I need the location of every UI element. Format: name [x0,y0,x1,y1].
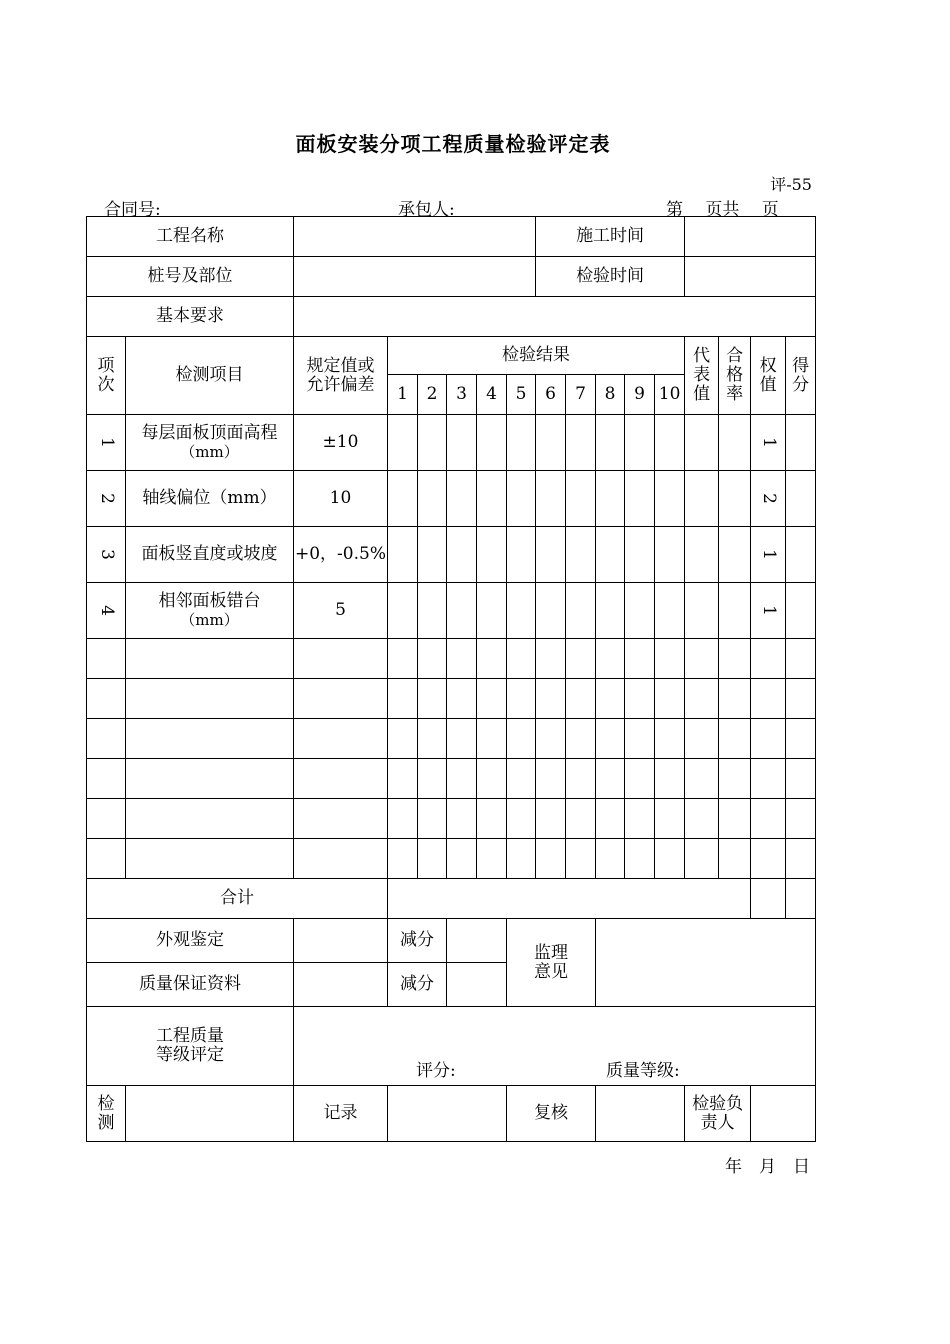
row-weight: 1 [758,605,779,616]
row-item: 面板竖直度或坡度 [126,527,294,583]
construction-time-field[interactable] [685,217,816,257]
empty-row [87,719,816,759]
leader-field[interactable] [751,1086,816,1142]
record-field[interactable] [388,1086,507,1142]
station-part-field[interactable] [294,257,536,297]
result-col-10: 10 [655,375,685,415]
pass-rate-header: 合 格 率 [719,337,751,415]
row-weight: 2 [758,493,779,504]
total-label: 合计 [87,879,388,919]
grade-label: 工程质量 等级评定 [87,1007,294,1086]
result-col-5: 5 [507,375,536,415]
empty-row [87,759,816,799]
table-row [87,415,816,471]
row-item: 相邻面板错台 （mm） [126,583,294,639]
inspect-field[interactable] [126,1086,294,1142]
check-item-header: 检测项目 [126,337,294,415]
basic-req-label: 基本要求 [87,297,294,337]
score-label: 评分: [416,1061,456,1081]
row-no: 3 [96,549,117,560]
inspection-time-field[interactable] [685,257,816,297]
deduct-label-2: 减分 [388,963,447,1007]
result-col-2: 2 [418,375,447,415]
inspection-time-label: 检验时间 [536,257,685,297]
total-score[interactable] [786,879,816,919]
form-code: 评-55 [770,175,812,194]
row-no: 4 [96,605,117,616]
project-name-field[interactable] [294,217,536,257]
record-label: 记录 [294,1086,388,1142]
row-item: 轴线偏位（mm） [126,471,294,527]
result-col-3: 3 [447,375,477,415]
quality-grade-label: 质量等级: [606,1061,680,1081]
contractor-label: 承包人: [398,200,455,220]
empty-row [87,639,816,679]
station-part-label: 桩号及部位 [87,257,294,297]
row-no: 1 [96,437,117,448]
result-col-8: 8 [596,375,625,415]
page-label: 第 页共 页 [666,200,779,220]
empty-row [87,799,816,839]
weight-header: 权 值 [751,337,786,415]
row-spec: 10 [294,471,388,527]
rep-value-header: 代 表 值 [685,337,719,415]
result-col-4: 4 [477,375,507,415]
page-title: 面板安装分项工程质量检验评定表 [295,132,611,156]
row-spec: ±10 [294,415,388,471]
table-row [87,527,816,583]
row-item: 每层面板顶面高程 （mm） [126,415,294,471]
total-field[interactable] [388,879,751,919]
empty-row [87,839,816,879]
results-header: 检验结果 [388,337,685,375]
total-weight[interactable] [751,879,786,919]
appearance-label: 外观鉴定 [87,919,294,963]
review-field[interactable] [596,1086,685,1142]
result-col-9: 9 [625,375,655,415]
row-no: 2 [96,493,117,504]
inspect-label: 检 测 [87,1086,126,1142]
deduct-label-1: 减分 [388,919,447,963]
supervisor-field[interactable] [596,919,816,1007]
score-header: 得 分 [786,337,816,415]
result-col-6: 6 [536,375,566,415]
date-line: 年 月 日 [725,1157,810,1177]
contract-label: 合同号: [104,200,161,220]
table-row [87,583,816,639]
project-name-label: 工程名称 [87,217,294,257]
evaluation-form [86,216,816,1142]
result-col-7: 7 [566,375,596,415]
table-row [87,471,816,527]
deduct-field-2[interactable] [447,963,507,1007]
construction-time-label: 施工时间 [536,217,685,257]
quality-docs-field[interactable] [294,963,388,1007]
item-no-header: 项 次 [87,337,126,415]
result-col-1: 1 [388,375,418,415]
row-weight: 1 [758,437,779,448]
basic-req-field[interactable] [294,297,816,337]
row-spec: 5 [294,583,388,639]
appearance-field[interactable] [294,919,388,963]
leader-label: 检验负 责人 [685,1086,751,1142]
review-label: 复核 [507,1086,596,1142]
row-weight: 1 [758,549,779,560]
spec-header: 规定值或 允许偏差 [294,337,388,415]
quality-docs-label: 质量保证资料 [87,963,294,1007]
empty-row [87,679,816,719]
grade-field[interactable] [294,1007,816,1086]
deduct-field-1[interactable] [447,919,507,963]
supervisor-label: 监理 意见 [507,919,596,1007]
row-spec: +0，-0.5% [294,527,388,583]
